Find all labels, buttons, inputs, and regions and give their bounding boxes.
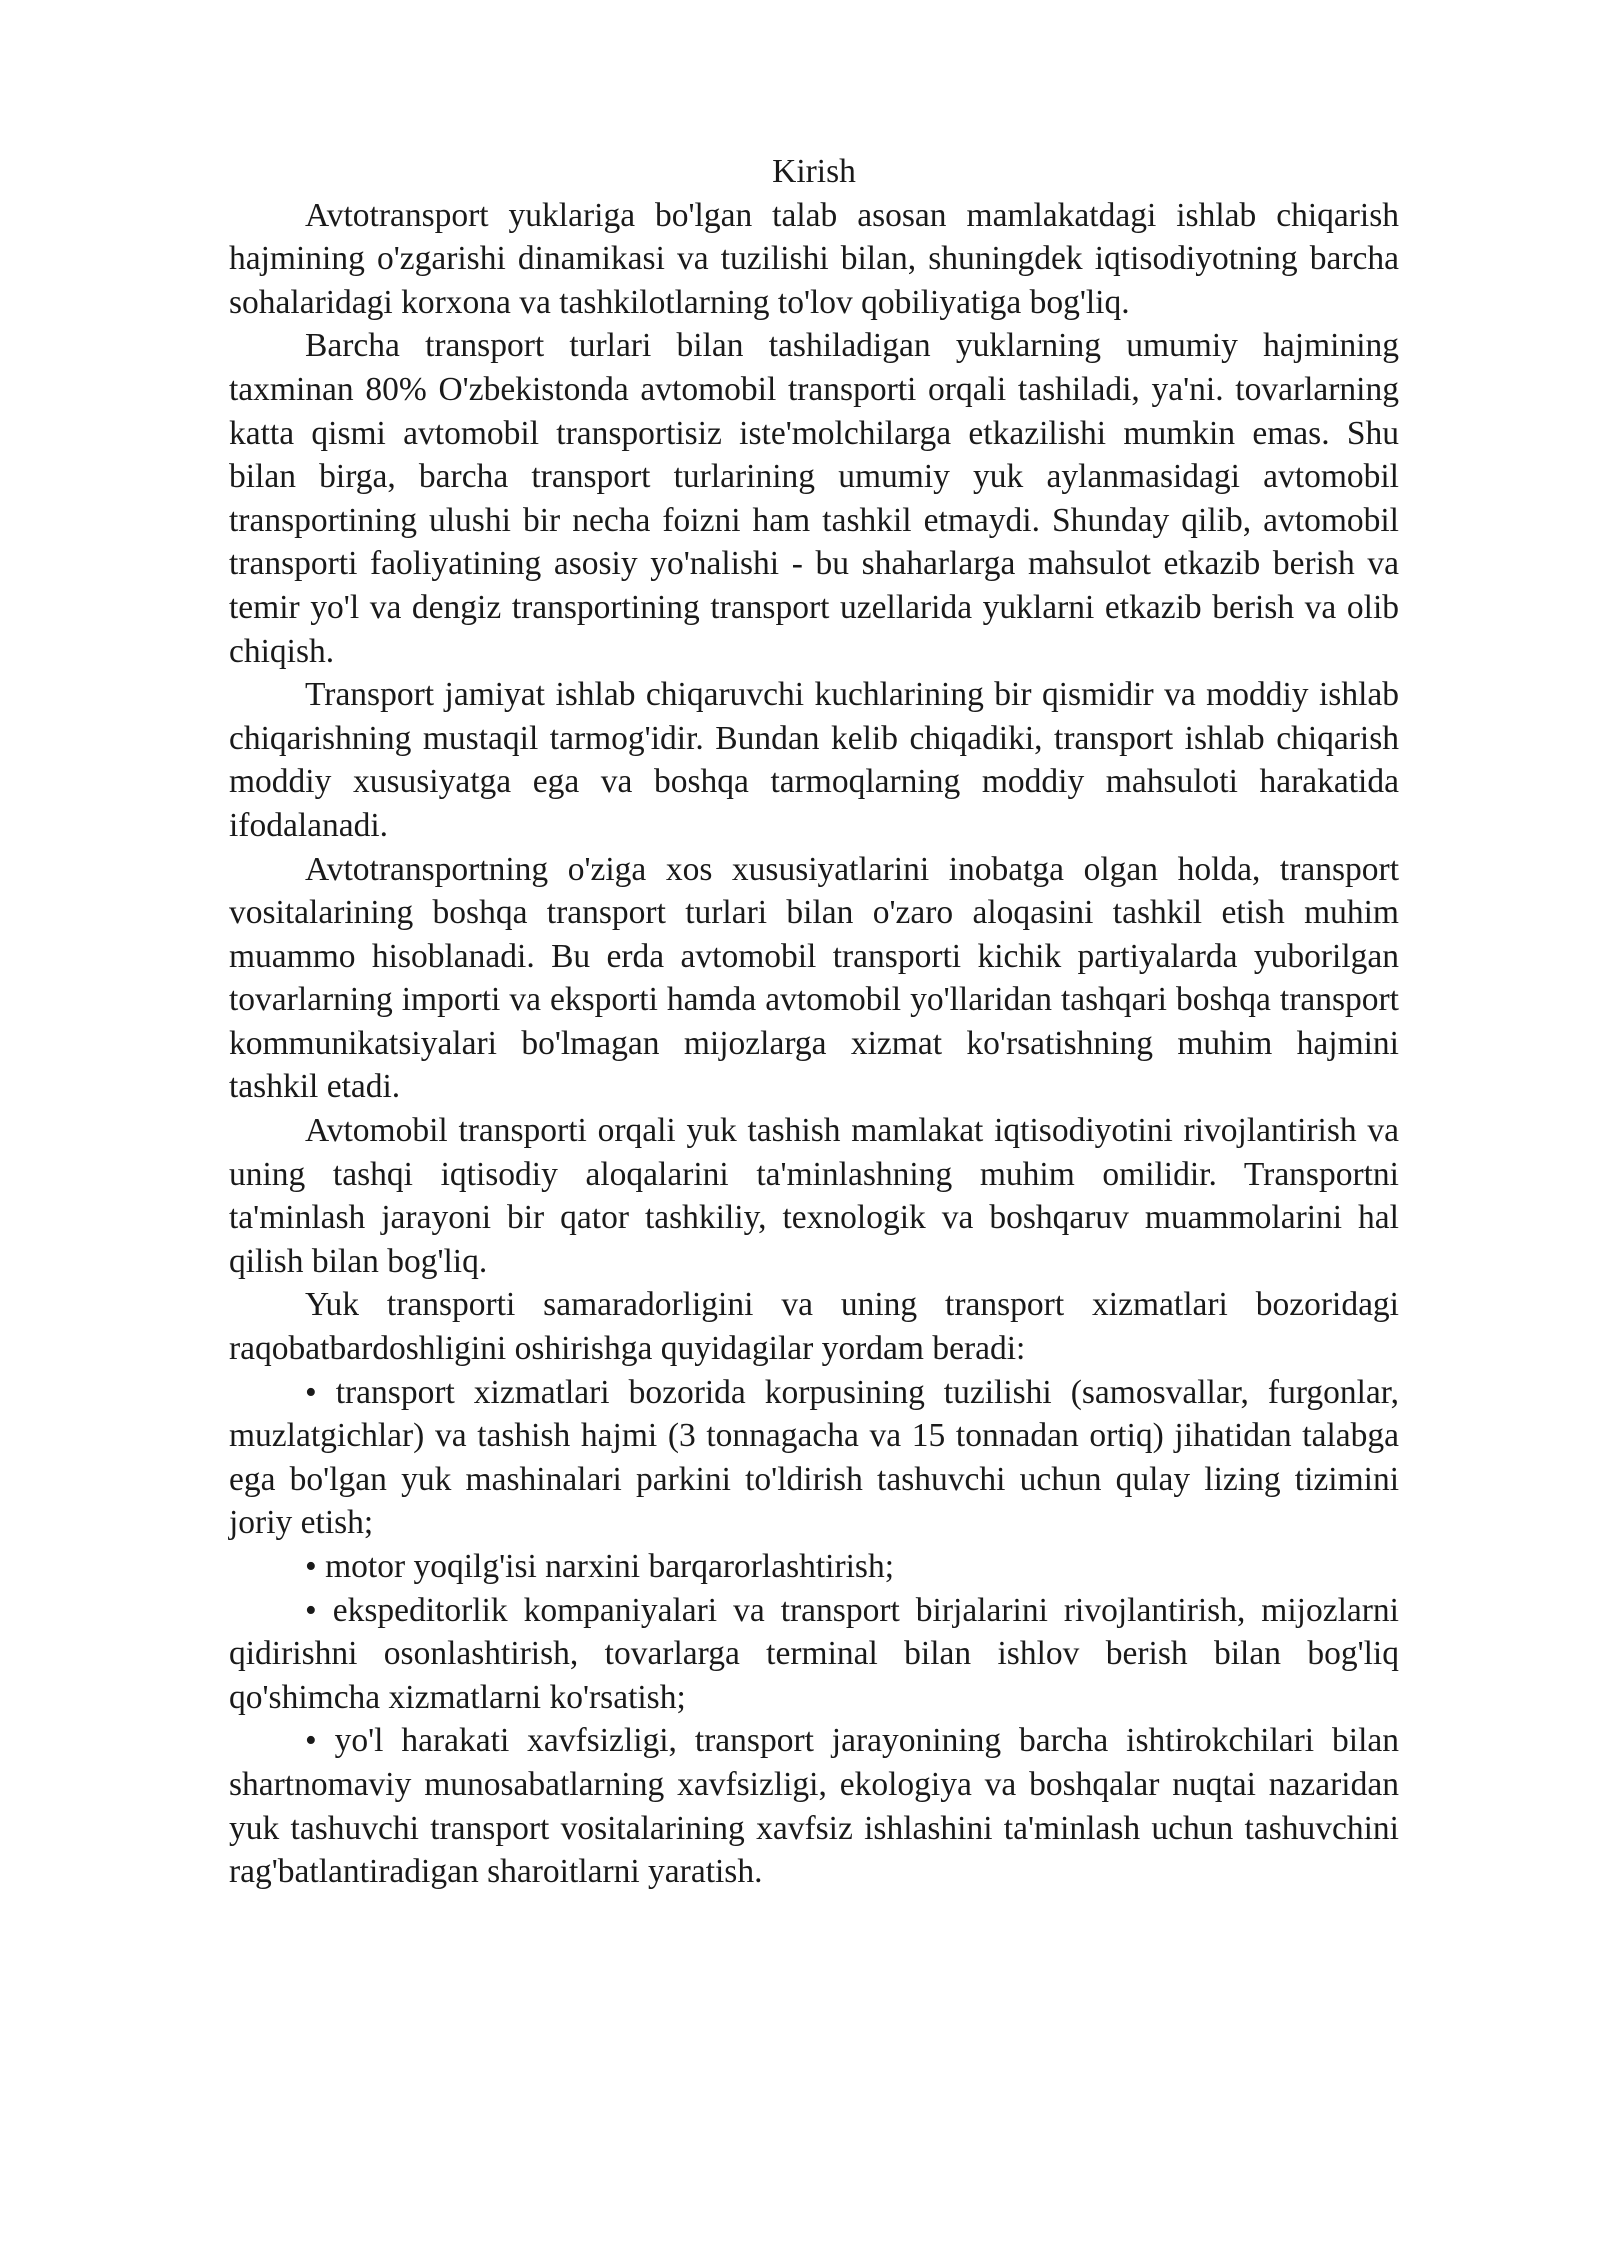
bullet-item-4: • yo'l harakati xavfsizligi, transport jarayonining barcha ishtirokchilari bilan shartnomaviy munosabatlarning xavfsizligi, ekologiya va boshqalar nuqtai nazaridan yuk tashuvchi transport vositalarining xavfsiz ishlashini ta'minlash uchun tashuvchini rag'batlantiradigan sharoitlarni yaratish. — [229, 1722, 1399, 1891]
paragraph-2: Barcha transport turlari bilan tashiladigan yuklarning umumiy hajmining taxminan 80% O'zbekistonda avtomobil transporti orqali tashiladi, ya'ni. tovarlarning katta qismi avtomobil transportisiz iste'molchilarga etkazilishi mumkin emas. Shu bilan birga, barcha transport turlarining umumiy yuk aylanmasidagi avtomobil transportining ulushi bir necha foizni ham tashkil etmaydi. Shunday qilib, avtomobil transporti faoliyatining asosiy yo'nalishi - bu shaharlarga mahsulot etkazib berish va temir yo'l va dengiz transportining transport uzellarida yuklarni etkazib berish va olib chiqish. — [229, 327, 1399, 670]
paragraph-5: Avtomobil transporti orqali yuk tashish mamlakat iqtisodiyotini rivojlantirish va uning tashqi iqtisodiy aloqalarini ta'minlashning muhim omilidir. Transportni ta'minlash jarayoni bir qator tashkiliy, texnologik va boshqaruv muammolarini hal qilish bilan bog'liq. — [229, 1112, 1399, 1280]
bullet-item-3: • ekspeditorlik kompaniyalari va transport birjalarini rivojlantirish, mijozlarni qidirishni osonlashtirish, tovarlarga terminal bilan ishlov berish bilan bog'liq qo'shimcha xizmatlarni ko'rsatish; — [229, 1591, 1399, 1716]
paragraph-4: Avtotransportning o'ziga xos xususiyatlarini inobatga olgan holda, transport vositalarining boshqa transport turlari bilan o'zaro aloqasini tashkil etish muhim muammo hisoblanadi. Bu erda avtomobil transporti kichik partiyalarda yuborilgan tovarlarning importi va eksporti hamda avtomobil yo'llaridan tashqari boshqa transport kommunikatsiyalari bo'lmagan mijozlarga xizmat ko'rsatishning muhim hajmini tashkil etadi. — [229, 850, 1399, 1106]
bullet-item-1: • transport xizmatlari bozorida korpusining tuzilishi (samosvallar, furgonlar, muzlatgichlar) va tashish hajmi (3 tonnagacha va 15 tonnadan ortiq) jihatidan talabga ega bo'lgan yuk mashinalari parkini to'ldirish tashuvchi uchun qulay lizing tizimini joriy etish; — [229, 1373, 1399, 1542]
paragraph-3: Transport jamiyat ishlab chiqaruvchi kuchlarining bir qismidir va moddiy ishlab chiqarishning mustaqil tarmog'idir. Bundan kelib chiqadiki, transport ishlab chiqarish moddiy xususiyatga ega va boshqa tarmoqlarning moddiy mahsuloti harakatida ifodalanadi. — [229, 676, 1399, 844]
document-title: Kirish — [772, 153, 856, 190]
bullet-item-2: • motor yoqilg'isi narxini barqarorlashtirish; — [305, 1548, 895, 1585]
paragraph-6: Yuk transporti samaradorligini va uning transport xizmatlari bozoridagi raqobatbardoshligini oshirishga quyidagilar yordam beradi: — [229, 1286, 1399, 1368]
paragraph-1: Avtotransport yuklariga bo'lgan talab asosan mamlakatdagi ishlab chiqarish hajmining o'zgarishi dinamikasi va tuzilishi bilan, shuningdek iqtisodiyotning barcha sohalaridagi korxona va tashkilotlarning to'lov qobiliyatiga bog'liq. — [229, 196, 1399, 321]
document-page — [229, 150, 1399, 1894]
